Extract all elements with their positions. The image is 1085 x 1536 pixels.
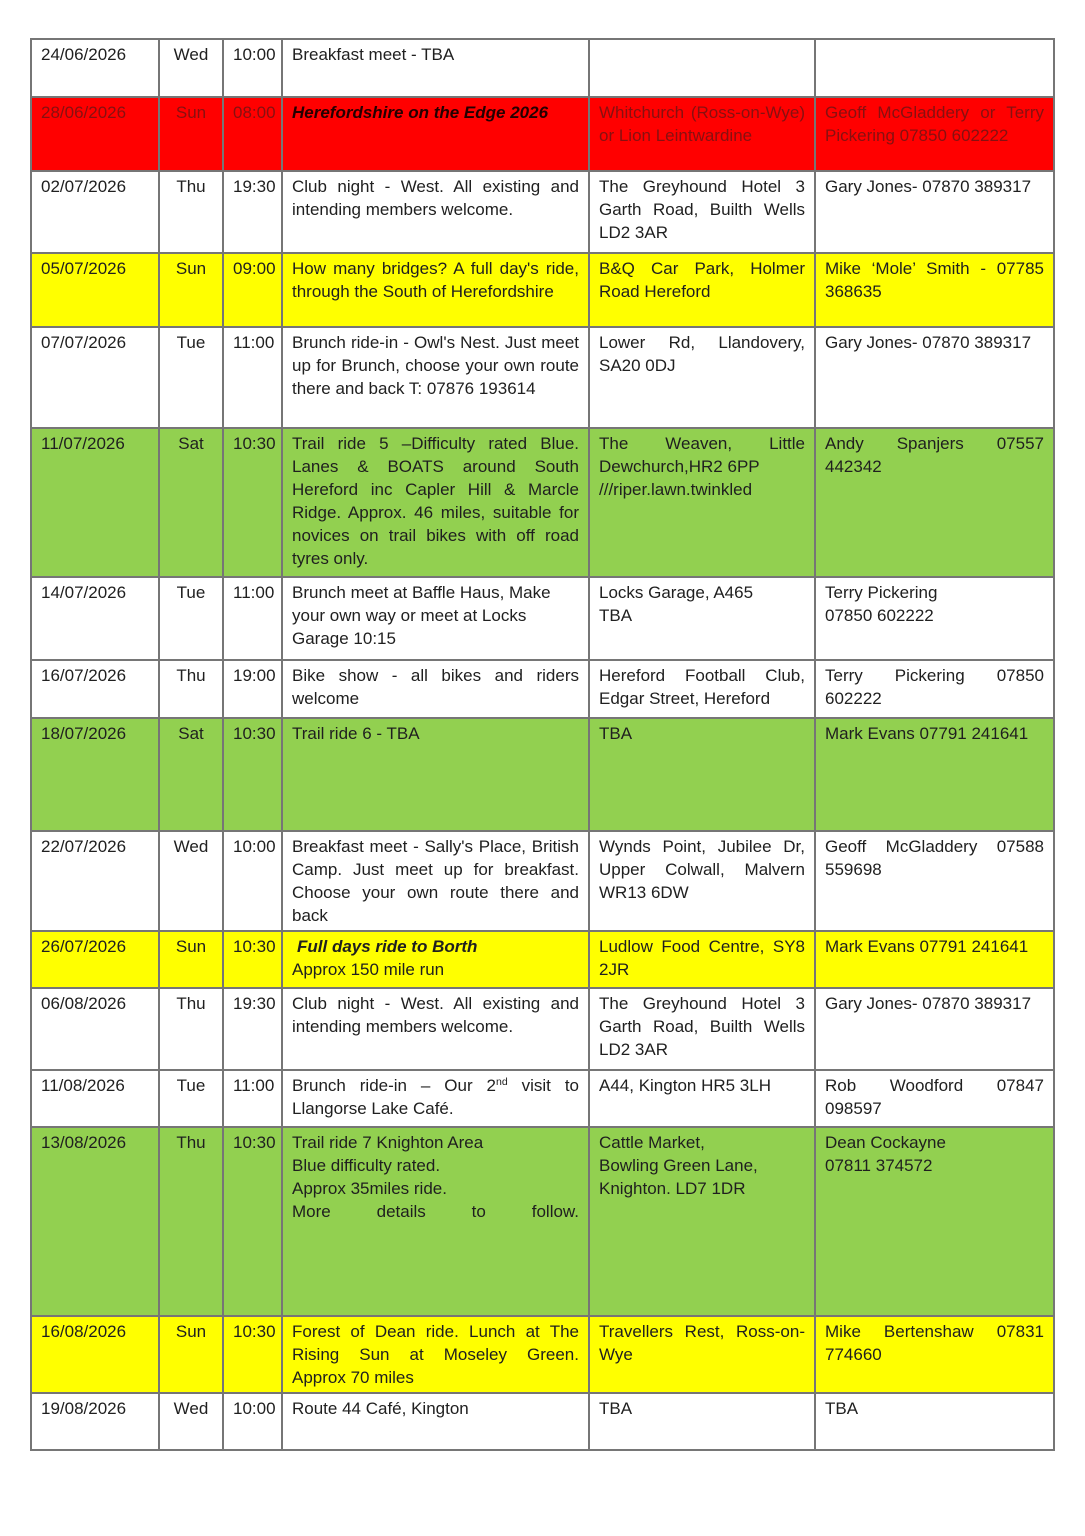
paragraph: Andy Spanjers 07557 442342	[825, 434, 1044, 476]
description-cell	[282, 428, 589, 577]
description-cell	[282, 988, 589, 1070]
day-cell: Sat	[159, 428, 223, 577]
paragraph: TBA	[599, 1399, 633, 1418]
paragraph: Dean Cockayne	[825, 1133, 946, 1152]
day-cell: Sun	[159, 931, 223, 988]
location-cell	[589, 718, 815, 831]
location-cell	[589, 660, 815, 718]
paragraph: Hereford Football Club, Edgar Street, Hereford	[599, 666, 805, 708]
table-row	[31, 577, 1054, 660]
paragraph: Trail ride 5 –Difficulty rated Blue. Lanes & BOATS around South Hereford inc Capler Hill & Marcle Ridge. Approx. 46 miles, suitable for novices on trail bikes with off road tyres only.	[292, 434, 579, 568]
contact-cell	[815, 988, 1054, 1070]
contact-cell	[815, 718, 1054, 831]
paragraph: Approx 70 miles	[292, 1368, 414, 1387]
paragraph: Route 44 Café, Kington	[292, 1399, 469, 1418]
paragraph: Gary Jones- 07870 389317	[825, 333, 1032, 352]
day-cell: Tue	[159, 327, 223, 428]
day-cell: Sat	[159, 718, 223, 831]
time-cell: 10:30	[223, 718, 282, 831]
paragraph: Brunch meet at Baffle Haus, Make	[292, 583, 551, 602]
paragraph: TBA	[599, 724, 633, 743]
day-cell: Sun	[159, 1316, 223, 1393]
paragraph: The Greyhound Hotel 3 Garth Road, Builth Wells LD2 3AR	[599, 177, 805, 242]
table-row	[31, 660, 1054, 718]
paragraph: 07850 602222	[825, 606, 934, 625]
paragraph: Wynds Point, Jubilee Dr, Upper Colwall, Malvern WR13 6DW	[599, 837, 805, 902]
table-row	[31, 1070, 1054, 1127]
paragraph: Rob Woodford 07847 098597	[825, 1076, 1044, 1118]
table-row	[31, 1316, 1054, 1393]
time-cell: 10:00	[223, 1393, 282, 1450]
day-cell: Thu	[159, 1127, 223, 1316]
date-cell: 19/08/2026	[31, 1393, 159, 1450]
table-row	[31, 931, 1054, 988]
paragraph: ///riper.lawn.twinkled	[599, 480, 753, 499]
date-cell: 07/07/2026	[31, 327, 159, 428]
contact-cell	[815, 1393, 1054, 1450]
events-table-body	[31, 39, 1054, 1450]
paragraph: 07811 374572	[825, 1156, 933, 1175]
time-cell: 10:30	[223, 931, 282, 988]
description-cell	[282, 253, 589, 327]
date-cell: 05/07/2026	[31, 253, 159, 327]
date-cell: 16/07/2026	[31, 660, 159, 718]
table-row	[31, 831, 1054, 931]
time-cell: 09:00	[223, 253, 282, 327]
description-cell	[282, 831, 589, 931]
paragraph: Mike ‘Mole’ Smith - 07785 368635	[825, 259, 1044, 301]
contact-cell	[815, 577, 1054, 660]
time-cell: 10:30	[223, 428, 282, 577]
paragraph: Forest of Dean ride. Lunch at The Rising Sun at Moseley Green.	[292, 1322, 579, 1364]
table-row	[31, 253, 1054, 327]
paragraph: Geoff McGladdery or Terry Pickering 07850 602222	[825, 103, 1044, 145]
table-row	[31, 327, 1054, 428]
time-cell: 11:00	[223, 1070, 282, 1127]
day-cell: Thu	[159, 171, 223, 253]
location-cell	[589, 428, 815, 577]
description-cell	[282, 1127, 589, 1316]
paragraph: The Weaven, Little Dewchurch,HR2 6PP	[599, 434, 805, 476]
time-cell: 11:00	[223, 577, 282, 660]
paragraph: Gary Jones- 07870 389317	[825, 177, 1032, 196]
paragraph: Bowling Green Lane,	[599, 1156, 758, 1175]
paragraph: A44, Kington HR5 3LH	[599, 1076, 771, 1095]
paragraph: Locks Garage, A465	[599, 583, 754, 602]
paragraph: Garage 10:15	[292, 629, 396, 648]
location-cell	[589, 253, 815, 327]
date-cell: 02/07/2026	[31, 171, 159, 253]
time-cell: 19:30	[223, 171, 282, 253]
description-cell	[282, 577, 589, 660]
table-row	[31, 171, 1054, 253]
location-cell	[589, 831, 815, 931]
contact-cell	[815, 253, 1054, 327]
day-cell: Wed	[159, 39, 223, 97]
day-cell: Thu	[159, 988, 223, 1070]
day-cell: Wed	[159, 831, 223, 931]
description-cell	[282, 39, 589, 97]
paragraph: Brunch ride-in – Our 2nd visit to Llangorse Lake Café.	[292, 1076, 579, 1118]
location-cell	[589, 1316, 815, 1393]
paragraph: Mark Evans 07791 241641	[825, 724, 1029, 743]
paragraph: Approx 35miles ride.	[292, 1179, 447, 1198]
paragraph: Geoff McGladdery 07588 559698	[825, 837, 1044, 879]
day-cell: Tue	[159, 1070, 223, 1127]
table-row	[31, 39, 1054, 97]
date-cell: 22/07/2026	[31, 831, 159, 931]
date-cell: 14/07/2026	[31, 577, 159, 660]
paragraph: Mark Evans 07791 241641	[825, 937, 1029, 956]
date-cell: 11/08/2026	[31, 1070, 159, 1127]
location-cell	[589, 1127, 815, 1316]
paragraph: Club night - West. All existing and intending members welcome.	[292, 177, 579, 219]
contact-cell	[815, 660, 1054, 718]
location-cell	[589, 97, 815, 171]
table-row	[31, 1127, 1054, 1316]
time-cell: 10:30	[223, 1316, 282, 1393]
paragraph: Blue difficulty rated.	[292, 1156, 441, 1175]
time-cell: 19:00	[223, 660, 282, 718]
location-cell	[589, 988, 815, 1070]
description-cell	[282, 327, 589, 428]
events-table	[30, 38, 1055, 1451]
paragraph: Brunch ride-in - Owl's Nest. Just meet up for Brunch, choose your own route there and back T: 07876 193614	[292, 333, 579, 398]
paragraph: Whitchurch (Ross-on-Wye) or Lion Leintwardine	[599, 103, 805, 145]
time-cell: 19:30	[223, 988, 282, 1070]
contact-cell	[815, 831, 1054, 931]
description-cell	[282, 1316, 589, 1393]
paragraph: Terry Pickering 07850 602222	[825, 666, 1044, 708]
description-cell	[282, 718, 589, 831]
table-row	[31, 718, 1054, 831]
contact-cell	[815, 428, 1054, 577]
date-cell: 18/07/2026	[31, 718, 159, 831]
paragraph: B&Q Car Park, Holmer Road Hereford	[599, 259, 805, 301]
paragraph: TBA	[599, 606, 633, 625]
paragraph: Herefordshire on the Edge 2026	[292, 103, 549, 122]
paragraph: Approx 150 mile run	[292, 960, 445, 979]
location-cell	[589, 931, 815, 988]
paragraph: Gary Jones- 07870 389317	[825, 994, 1032, 1013]
paragraph: The Greyhound Hotel 3 Garth Road, Builth Wells LD2 3AR	[599, 994, 805, 1059]
paragraph: Terry Pickering	[825, 583, 938, 602]
contact-cell	[815, 1316, 1054, 1393]
contact-cell	[815, 327, 1054, 428]
paragraph: Knighton. LD7 1DR	[599, 1179, 746, 1198]
paragraph: Lower Rd, Llandovery, SA20 0DJ	[599, 333, 805, 375]
paragraph: your own way or meet at Locks	[292, 606, 527, 625]
paragraph: Trail ride 7 Knighton Area	[292, 1133, 484, 1152]
day-cell: Thu	[159, 660, 223, 718]
paragraph: Mike Bertenshaw 07831 774660	[825, 1322, 1044, 1364]
date-cell: 11/07/2026	[31, 428, 159, 577]
date-cell: 26/07/2026	[31, 931, 159, 988]
location-cell	[589, 1070, 815, 1127]
table-row	[31, 428, 1054, 577]
location-cell	[589, 1393, 815, 1450]
paragraph: Full days ride to Borth	[297, 937, 478, 956]
contact-cell	[815, 1127, 1054, 1316]
time-cell: 08:00	[223, 97, 282, 171]
paragraph: Bike show - all bikes and riders welcome	[292, 666, 579, 708]
table-row	[31, 988, 1054, 1070]
description-cell	[282, 97, 589, 171]
contact-cell	[815, 171, 1054, 253]
time-cell: 11:00	[223, 327, 282, 428]
location-cell	[589, 171, 815, 253]
table-row	[31, 97, 1054, 171]
paragraph: Cattle Market,	[599, 1133, 705, 1152]
paragraph: Trail ride 6 - TBA	[292, 724, 420, 743]
contact-cell	[815, 97, 1054, 171]
description-cell	[282, 171, 589, 253]
paragraph: Club night - West. All existing and intending members welcome.	[292, 994, 579, 1036]
location-cell	[589, 327, 815, 428]
paragraph: More details to follow.	[292, 1202, 579, 1221]
time-cell: 10:00	[223, 39, 282, 97]
paragraph: Travellers Rest, Ross-on-Wye	[599, 1322, 805, 1364]
paragraph: Breakfast meet - TBA	[292, 45, 455, 64]
location-cell	[589, 39, 815, 97]
date-cell: 24/06/2026	[31, 39, 159, 97]
contact-cell	[815, 931, 1054, 988]
description-cell	[282, 931, 589, 988]
paragraph: How many bridges? A full day's ride, through the South of Herefordshire	[292, 259, 579, 301]
date-cell: 28/06/2026	[31, 97, 159, 171]
contact-cell	[815, 39, 1054, 97]
time-cell: 10:00	[223, 831, 282, 931]
date-cell: 16/08/2026	[31, 1316, 159, 1393]
description-cell	[282, 1393, 589, 1450]
date-cell: 13/08/2026	[31, 1127, 159, 1316]
day-cell: Tue	[159, 577, 223, 660]
table-row	[31, 1393, 1054, 1450]
contact-cell	[815, 1070, 1054, 1127]
paragraph: Breakfast meet - Sally's Place, British Camp. Just meet up for breakfast. Choose your own route there and back	[292, 837, 579, 925]
paragraph: Ludlow Food Centre, SY8 2JR	[599, 937, 805, 979]
day-cell: Wed	[159, 1393, 223, 1450]
day-cell: Sun	[159, 97, 223, 171]
paragraph: TBA	[825, 1399, 859, 1418]
day-cell: Sun	[159, 253, 223, 327]
date-cell: 06/08/2026	[31, 988, 159, 1070]
location-cell	[589, 577, 815, 660]
time-cell: 10:30	[223, 1127, 282, 1316]
description-cell	[282, 1070, 589, 1127]
description-cell	[282, 660, 589, 718]
